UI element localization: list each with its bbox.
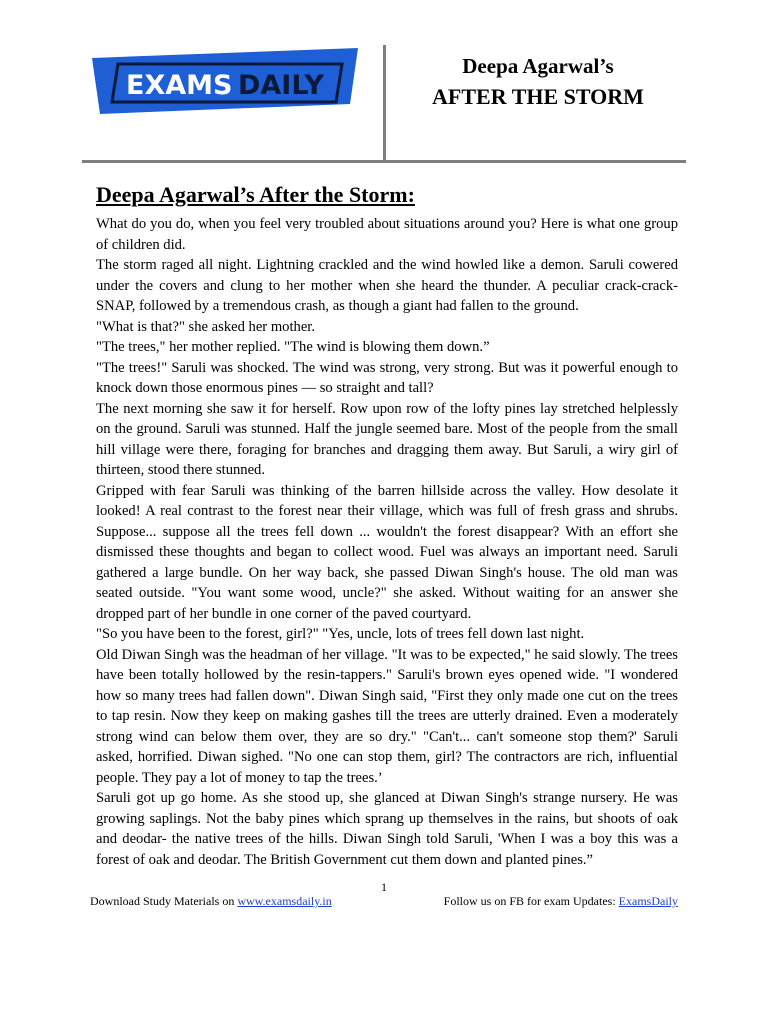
paragraph: What do you do, when you feel very troubled about situations around you? Here is what one group of children did. [96, 216, 678, 253]
paragraph: "What is that?" she asked her mother. [96, 318, 315, 335]
header-author: Deepa Agarwal’s [462, 54, 614, 78]
document-body [96, 180, 678, 870]
logo-text-daily: DAILY [238, 70, 324, 101]
examsdaily-facebook-link[interactable]: ExamsDaily [618, 894, 678, 908]
header-title: AFTER THE STORM [432, 84, 644, 109]
document-title: Deepa Agarwal’s After the Storm: [96, 182, 415, 207]
footer-follow [444, 894, 678, 909]
paragraph: "So you have been to the forest, girl?" "Yes, uncle, lots of trees fell down last night. [96, 626, 585, 642]
paragraph: "The trees," her mother replied. "The wind is blowing them down.” [96, 339, 490, 355]
paragraph: The next morning she saw it for herself. Row upon row of the lofty pines lay stretched helplessly on the ground. Saruli was stunned. Half the jungle seemed bare. Most of the people from the small hill village were there, foraging for branches and dragging them away. But Saruli, a wiry girl of thirteen, stood there stunned. [96, 400, 678, 478]
page-number: 1 [381, 880, 387, 894]
header-horizontal-divider [82, 160, 686, 163]
footer-download-text: Download Study Materials on [90, 894, 238, 908]
page-header [0, 0, 768, 170]
paragraph: The storm raged all night. Lightning crackled and the wind howled like a demon. Saruli cowered under the covers and clung to her mother when she heard the thunder. A peculiar crack-crack-SNAP, followed by a tremendous crash, as though a giant had fallen to the ground. [96, 257, 678, 314]
footer-follow-text: Follow us on FB for exam Updates: [443, 894, 619, 908]
footer-download [90, 894, 332, 909]
paragraph: Saruli got up go home. As she stood up, she glanced at Diwan Singh's strange nursery. He was growing saplings. Not the baby pines which sprang up themselves in the rains, but shoots of oak and deodar- the native trees of the hills. Diwan Singh told Saruli, 'When I was a boy this was a forest of oak and deodar. The British Government cut them down and planted pines.” [96, 790, 678, 868]
exams-daily-logo [92, 48, 358, 118]
header-vertical-divider [383, 45, 386, 160]
paragraph: Gripped with fear Saruli was thinking of the barren hillside across the valley. How desolate it looked! A real contrast to the forest near their village, which was full of fresh grass and shrubs. Suppose... suppose all the trees fell down ... wouldn't the forest disappear? With an effort she dismissed these thoughts and began to collect wood. Fuel was always an important need. Saruli gathered a large bundle. On her way back, she passed Diwan Singh's house. The old man was seated outside. "You want some wood, uncle?" she asked. Without waiting for an answer she dropped part of her bundle in one corner of the paved courtyard. [96, 482, 678, 622]
paragraph: "The trees!" Saruli was shocked. The wind was strong, very strong. But was it powerful enough to knock down those enormous pines — so straight and tall? [96, 359, 678, 396]
paragraph: Old Diwan Singh was the headman of her village. "It was to be expected," he said slowly. The trees have been totally hollowed by the resin-tappers." Saruli's brown eyes opened wide. "I wondered how so many trees had fallen down". Diwan Singh said, "First they only made one cut on the trees to tap resin. Now they keep on making gashes till the trees are utterly drained. Even a moderately strong wind can below them over, they are so dry." "Can't... can't someone stop them?' Saruli asked, horrified. Diwan sighed. "No one can stop them, girl? The contractors are rich, influential people. They pay a lot of money to tap the trees.’ [96, 646, 678, 786]
logo-text-exams: EXAMS [126, 70, 233, 101]
examsdaily-website-link[interactable]: www.examsdaily.in [237, 894, 332, 908]
